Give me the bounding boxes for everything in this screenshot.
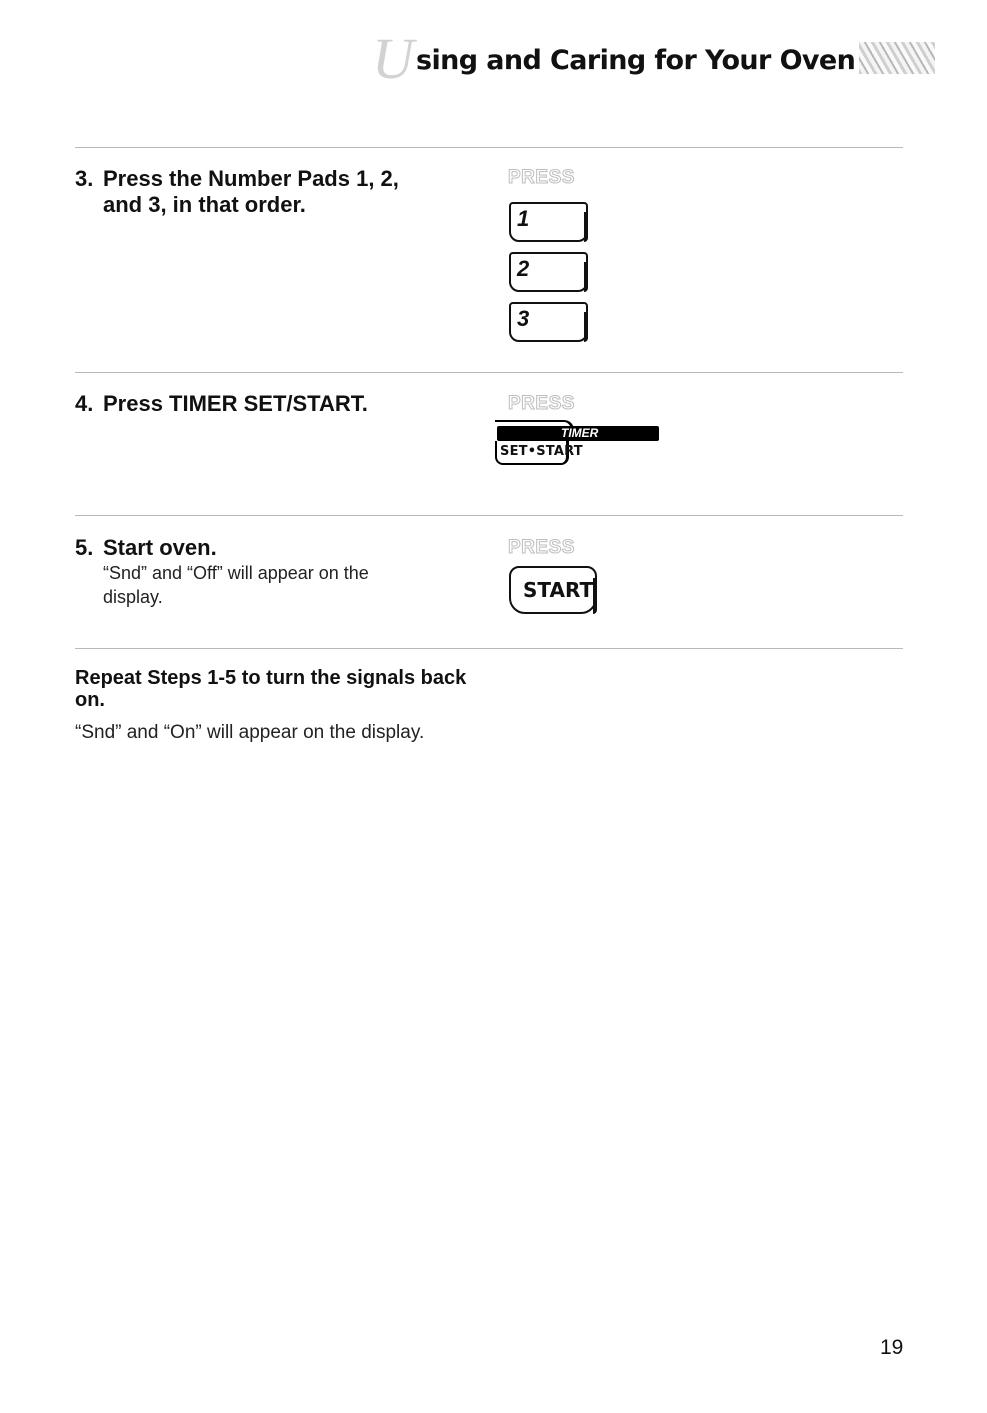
number-pad-2 (509, 252, 588, 292)
number-pad-label: 3 (517, 306, 530, 331)
divider (75, 372, 903, 373)
set-start-pad (495, 441, 583, 465)
set-start-label: SET•START (500, 444, 583, 459)
number-pad-label: 2 (517, 256, 530, 281)
number-pad-label: 1 (517, 206, 530, 231)
step-title-line2: and 3, in that order. (103, 192, 306, 217)
header-title: sing and Caring for Your Oven (416, 45, 856, 76)
header-drop-cap: U (372, 26, 414, 91)
start-pad (509, 566, 597, 614)
divider (75, 648, 903, 649)
step-number: 5. (75, 535, 94, 560)
start-pad-label: START (523, 578, 594, 602)
divider (75, 147, 903, 148)
press-label: PRESS (508, 167, 575, 188)
step-5-description: “Snd” and “Off” will appear on the display. (103, 563, 369, 607)
press-label: PRESS (508, 393, 575, 414)
step-4-title (75, 391, 368, 417)
step-5-title (75, 535, 217, 561)
step-number: 3. (75, 166, 94, 191)
page-number: 19 (880, 1336, 904, 1359)
timer-label-bar (497, 426, 659, 441)
repeat-body: “Snd” and “On” will appear on the display. (75, 722, 425, 743)
number-pad-1 (509, 202, 588, 242)
header-ornament-graphic (859, 42, 935, 74)
repeat-title: Repeat Steps 1-5 to turn the signals back on. (75, 667, 467, 711)
press-label: PRESS (508, 537, 575, 558)
step-number: 4. (75, 391, 94, 416)
step-title-line1: Press the Number Pads 1, 2, (103, 166, 399, 191)
step-title-text: Press TIMER SET/START. (103, 391, 368, 416)
timer-label: TIMER (561, 426, 599, 440)
number-pad-3 (509, 302, 588, 342)
step-title-text: Start oven. (103, 535, 217, 560)
divider (75, 515, 903, 516)
step-3-title (75, 166, 399, 218)
